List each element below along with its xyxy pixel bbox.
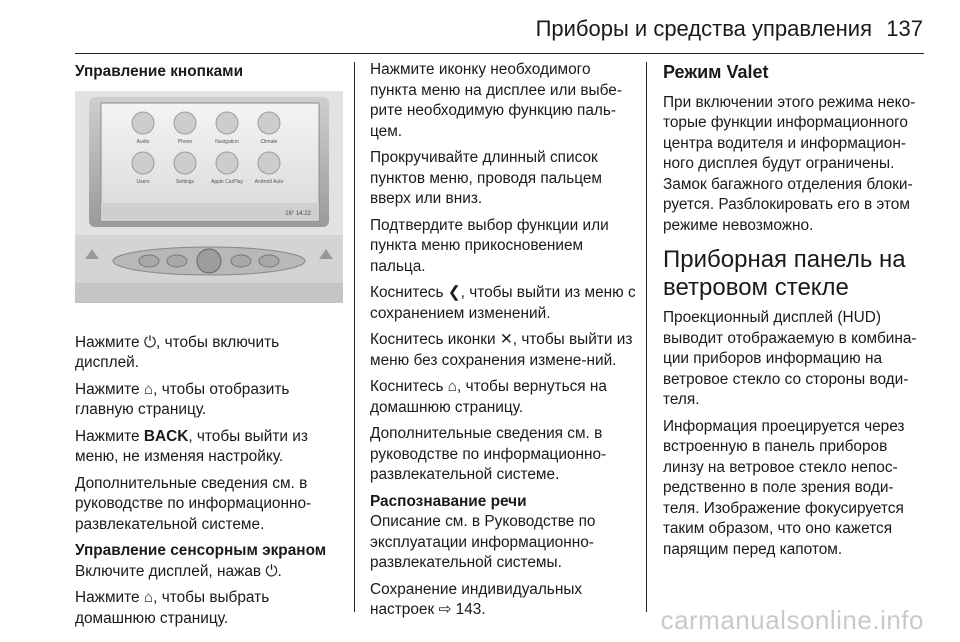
column-1 — [75, 62, 343, 635]
paragraph: Сохранение индивидуальных настроек ⇨ 143. — [370, 580, 583, 618]
back-keyword: BACK — [143, 427, 189, 445]
tile-label[interactable]: Navigation — [215, 138, 239, 145]
tile-label[interactable]: Audio — [136, 138, 150, 145]
column-2 — [370, 60, 640, 627]
subheading: Распознавание речи — [370, 492, 527, 510]
paragraph: Коснитесь ❮, чтобы выйти из меню с сохранением изменений. — [370, 284, 636, 322]
paragraph: Дополнительные сведения см. в руководстве по информационно-развлекательной системе. — [75, 474, 312, 533]
text-fragment: Нажмите — [75, 427, 144, 445]
page-header — [0, 0, 960, 58]
page-title: Приборы и средства управления — [535, 16, 872, 41]
paragraph — [75, 427, 343, 468]
power-knob[interactable] — [197, 249, 221, 273]
tile-label[interactable]: Users — [136, 178, 150, 185]
column-divider — [646, 62, 647, 612]
tile-label[interactable]: Climate — [260, 138, 278, 145]
paragraph: Нажмите ⌂, чтобы отобразить главную страницу. — [75, 380, 290, 418]
paragraph: Описание см. в Руководстве по эксплуатации информационно-развлекательной системы. — [370, 513, 596, 571]
infotainment-figure — [75, 91, 343, 303]
status-time: 16° 14:22 — [285, 210, 311, 217]
subheading: Управление сенсорным экраном — [75, 542, 327, 559]
tile-label[interactable]: Settings — [175, 178, 195, 185]
paragraph: Информация проецируется через встроенную в панель приборов линзу на ветровое стекло непос-редственно в поле зрения води-теля. Изображение фокусируется таким образом, что оно кажется парящим перед капотом. — [663, 417, 905, 558]
watermark: carmanualsonline.info — [660, 605, 924, 635]
paragraph: Подтвердите выбор функции или пункта меню прикосновением пальца. — [370, 216, 609, 275]
tile-label[interactable]: Apple CarPlay — [211, 178, 243, 185]
section-heading: Управление кнопками — [75, 63, 244, 80]
paragraph: Дополнительные сведения см. в руководстве по информационно-развлекательной системе. — [370, 425, 607, 483]
column-3 — [663, 62, 928, 566]
paragraph: Включите дисплей, нажав ⏻. — [75, 562, 282, 580]
paragraph: Нажмите ⏻, чтобы включить дисплей. — [75, 333, 280, 371]
page-number: 137 — [886, 16, 923, 41]
paragraph: Коснитесь иконки ✕, чтобы выйти из меню без сохранения измене-ний. — [370, 331, 633, 369]
paragraph: Нажмите иконку необходимого пункта меню на дисплее или выбе-рите необходимую функцию паль-цем. — [370, 61, 622, 140]
tile-label[interactable]: Android Auto — [254, 178, 284, 185]
section-heading: Режим Valet — [663, 62, 769, 82]
paragraph: Коснитесь ⌂, чтобы вернуться на домашнюю страницу. — [370, 378, 607, 416]
column-divider — [354, 62, 355, 612]
infotainment-illustration — [75, 91, 343, 303]
paragraph: При включении этого режима неко-торые функции информационного центра водителя и информацион-ного дисплея будут ограничены. Замок багажного отделения блоки-руется. Разблокировать его в этом режиме невозможно. — [663, 93, 916, 234]
text-fragment: , чтобы выйти из меню, не изменяя настройку. — [75, 427, 308, 465]
header-rule — [75, 53, 924, 54]
paragraph: Проекционный дисплей (HUD) выводит отображаемую в комбина-ции приборов информацию на ветровое стекло со стороны води-теля. — [663, 309, 917, 408]
paragraph: Прокручивайте длинный список пунктов меню, проводя пальцем вверх или вниз. — [370, 149, 603, 207]
paragraph: Нажмите ⌂, чтобы выбрать домашнюю страницу. — [75, 589, 270, 627]
section-title: Приборная панель на ветровом стекле — [663, 246, 906, 301]
tile-label[interactable]: Phone — [177, 138, 193, 145]
